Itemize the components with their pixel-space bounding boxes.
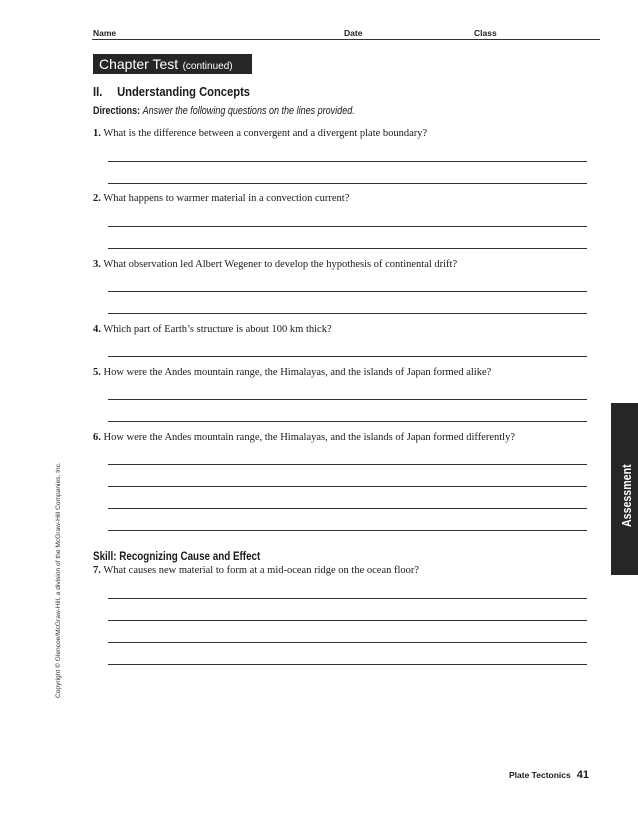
date-label: Date: [344, 28, 363, 38]
question-3: [93, 259, 457, 270]
answer-line[interactable]: [108, 620, 587, 621]
question-text: What is the difference between a convergent and a divergent plate boundary?: [103, 128, 428, 139]
chapter-test-banner: [93, 54, 252, 74]
question-number: 2.: [93, 193, 101, 204]
answer-line[interactable]: [108, 161, 587, 162]
question-6: [93, 432, 515, 443]
answer-line[interactable]: [108, 226, 587, 227]
answer-line[interactable]: [108, 530, 587, 531]
answer-line[interactable]: [108, 642, 587, 643]
answer-line[interactable]: [108, 421, 587, 422]
question-text: How were the Andes mountain range, the Himalayas, and the islands of Japan formed alike?: [103, 367, 492, 378]
skill-heading: Skill: Recognizing Cause and Effect: [93, 549, 261, 563]
question-2: [93, 193, 349, 204]
banner-title: Chapter Test: [99, 56, 179, 72]
banner-subtitle: (continued): [182, 61, 233, 72]
question-number: 6.: [93, 432, 101, 443]
directions: [93, 105, 355, 117]
page-number: 41: [576, 769, 589, 781]
question-text: How were the Andes mountain range, the Himalayas, and the islands of Japan formed differently?: [103, 432, 516, 443]
header-rule: [92, 39, 600, 40]
section-heading: [93, 84, 250, 99]
answer-line[interactable]: [108, 598, 587, 599]
answer-line[interactable]: [108, 464, 587, 465]
answer-line[interactable]: [108, 508, 587, 509]
directions-text: Answer the following questions on the lines provided.: [142, 105, 355, 117]
question-number: 3.: [93, 259, 101, 270]
answer-line[interactable]: [108, 248, 587, 249]
answer-line[interactable]: [108, 486, 587, 487]
question-text: What causes new material to form at a mid-ocean ridge on the ocean floor?: [103, 565, 420, 576]
question-number: 4.: [93, 324, 101, 335]
answer-line[interactable]: [108, 399, 587, 400]
class-label: Class: [474, 28, 497, 38]
name-label: Name: [93, 28, 117, 38]
answer-line[interactable]: [108, 356, 587, 357]
question-text: What happens to warmer material in a convection current?: [103, 193, 350, 204]
answer-line[interactable]: [108, 291, 587, 292]
copyright-notice: Copyright © Glencoe/McGraw-Hill, a division of the McGraw-Hill Companies, Inc.: [55, 462, 62, 698]
question-5: [93, 367, 491, 378]
question-text: Which part of Earth’s structure is about 100 km thick?: [103, 324, 332, 335]
page-footer: [509, 769, 589, 781]
question-number: 5.: [93, 367, 101, 378]
answer-line[interactable]: [108, 183, 587, 184]
answer-line[interactable]: [108, 664, 587, 665]
section-number: II.: [93, 84, 103, 99]
question-number: 7.: [93, 565, 101, 576]
question-4: [93, 324, 332, 335]
directions-label: Directions:: [93, 105, 141, 117]
answer-line[interactable]: [108, 313, 587, 314]
question-number: 1.: [93, 128, 101, 139]
section-title: Understanding Concepts: [117, 84, 251, 99]
assessment-tab-label: Assessment: [620, 464, 634, 527]
question-text: What observation led Albert Wegener to develop the hypothesis of continental drift?: [103, 259, 458, 270]
question-1: [93, 128, 427, 139]
footer-chapter: Plate Tectonics: [509, 770, 571, 780]
question-7: [93, 565, 419, 576]
